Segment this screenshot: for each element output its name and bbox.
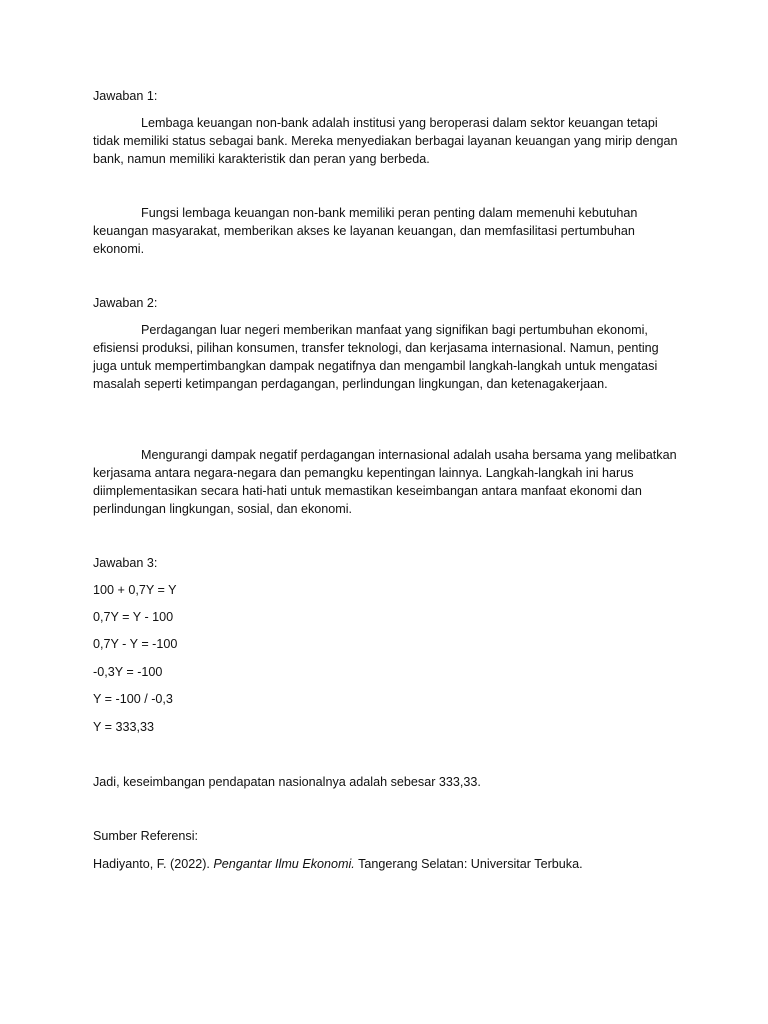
jawaban-3-heading: Jawaban 3: (93, 556, 158, 570)
reference-publisher: Tangerang Selatan: Universitar Terbuka. (354, 857, 583, 871)
jawaban-1-paragraph-1: Lembaga keuangan non-bank adalah institusi yang beroperasi dalam sektor keuangan tetapi tidak memiliki status sebagai bank. Mereka menyediakan berbagai layanan keuangan yang mirip dengan bank, namun memiliki karakteristik dan peran yang berbeda. (93, 116, 678, 166)
equation-result: Y = 333,33 (93, 720, 155, 734)
jawaban-2-paragraph-2: Mengurangi dampak negatif perdagangan internasional adalah usaha bersama yang melibatkan kerjasama antara negara-negara dan pemangku kepentingan lainnya. Langkah-langkah ini harus diimplementasikan secara hati-hati untuk memastikan keseimbangan antara manfaat ekonomi dan perlindungan lingkungan, sosial, dan ekonomi. (93, 448, 677, 516)
jawaban-2-heading: Jawaban 2: (93, 296, 158, 310)
equation-step: -0,3Y = -100 (93, 665, 163, 679)
jawaban-1-paragraph-2: Fungsi lembaga keuangan non-bank memiliki peran penting dalam memenuhi kebutuhan keuangan masyarakat, memberikan akses ke layanan keuangan, dan memfasilitasi pertumbuhan ekonomi. (93, 206, 638, 256)
equation-step: Y = -100 / -0,3 (93, 692, 173, 706)
equation-step: 0,7Y - Y = -100 (93, 637, 178, 651)
equation-step: 100 + 0,7Y = Y (93, 583, 177, 597)
reference-title: Pengantar Ilmu Ekonomi. (213, 857, 355, 871)
references-heading: Sumber Referensi: (93, 829, 198, 843)
conclusion-text: Jadi, keseimbangan pendapatan nasionalnya adalah sebesar 333,33. (93, 775, 481, 789)
reference-author-year: Hadiyanto, F. (2022). (93, 857, 214, 871)
jawaban-1-heading: Jawaban 1: (93, 89, 158, 103)
equation-step: 0,7Y = Y - 100 (93, 610, 174, 624)
reference-entry (93, 855, 583, 873)
jawaban-2-paragraph-1: Perdagangan luar negeri memberikan manfaat yang signifikan bagi pertumbuhan ekonomi, efisiensi produksi, pilihan konsumen, transfer teknologi, dan kerjasama internasional. Namun, penting juga untuk mempertimbangkan dampak negatifnya dan mengambil langkah-langkah untuk mengatasi masalah seperti ketimpangan perdagangan, perlindungan lingkungan, dan ketenagakerjaan. (93, 323, 659, 391)
